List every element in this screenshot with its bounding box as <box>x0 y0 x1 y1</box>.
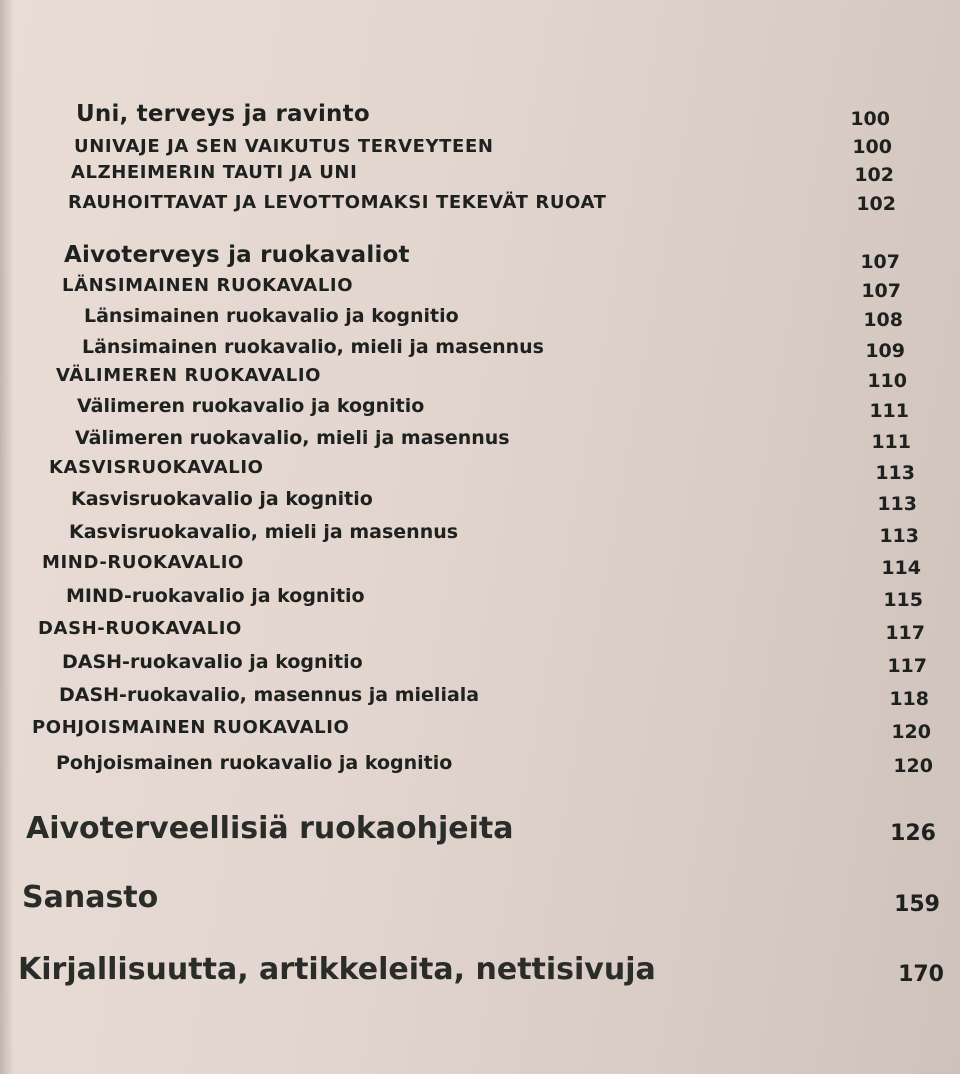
toc-page-number: 100 <box>850 108 890 130</box>
toc-subsection-title: POHJOISMAINEN RUOKAVALIO <box>32 717 350 738</box>
toc-section-title: Aivoterveys ja ruokavaliot <box>64 242 410 268</box>
toc-page-number: 117 <box>887 655 927 677</box>
toc-page-number: 117 <box>885 622 925 644</box>
toc-subsection-title: UNIVAJE JA SEN VAIKUTUS TERVEYTEEN <box>74 136 494 157</box>
toc-page-number: 108 <box>863 309 903 331</box>
toc-chapter-title: Kirjallisuutta, artikkeleita, nettisivuja <box>18 952 656 987</box>
page-gutter-shadow <box>0 0 14 1074</box>
toc-page-number: 100 <box>852 136 892 158</box>
toc-topic-title: Kasvisruokavalio, mieli ja masennus <box>69 521 459 543</box>
toc-chapter-title: Aivoterveellisiä ruokaohjeita <box>26 811 514 846</box>
toc-page-number: 111 <box>871 431 911 453</box>
toc-subsection-title: RAUHOITTAVAT JA LEVOTTOMAKSI TEKEVÄT RUOAT <box>68 192 607 213</box>
toc-page-number: 120 <box>893 755 933 777</box>
toc-page-number: 107 <box>861 280 901 302</box>
toc-page-number: 115 <box>883 589 923 611</box>
toc-subsection-title: ALZHEIMERIN TAUTI JA UNI <box>71 162 358 183</box>
toc-subsection-title: DASH-RUOKAVALIO <box>38 618 242 639</box>
toc-page-number: 126 <box>890 821 936 846</box>
toc-page-number: 118 <box>889 688 929 710</box>
toc-page-number: 109 <box>865 340 905 362</box>
toc-page-number: 110 <box>867 370 907 392</box>
toc-page-number: 102 <box>856 193 896 215</box>
toc-topic-title: DASH-ruokavalio ja kognitio <box>62 651 363 673</box>
toc-page-number: 120 <box>891 721 931 743</box>
toc-topic-title: Pohjoismainen ruokavalio ja kognitio <box>56 752 453 774</box>
toc-page-number: 113 <box>875 462 915 484</box>
toc-page-number: 113 <box>879 525 919 547</box>
toc-page-number: 159 <box>894 892 940 917</box>
toc-topic-title: Kasvisruokavalio ja kognitio <box>71 488 373 510</box>
toc-page-number: 107 <box>860 251 900 273</box>
toc-page-number: 170 <box>898 962 944 987</box>
toc-topic-title: Välimeren ruokavalio ja kognitio <box>77 395 425 417</box>
toc-page-number: 114 <box>881 557 921 579</box>
toc-subsection-title: LÄNSIMAINEN RUOKAVALIO <box>62 275 354 296</box>
toc-page-number: 113 <box>877 493 917 515</box>
toc-page-number: 111 <box>869 400 909 422</box>
toc-topic-title: Länsimainen ruokavalio ja kognitio <box>84 305 459 327</box>
toc-topic-title: DASH-ruokavalio, masennus ja mieliala <box>59 684 480 706</box>
toc-section-title: Uni, terveys ja ravinto <box>76 101 370 127</box>
toc-topic-title: Välimeren ruokavalio, mieli ja masennus <box>75 427 510 449</box>
toc-subsection-title: MIND-RUOKAVALIO <box>42 552 244 573</box>
toc-subsection-title: VÄLIMEREN RUOKAVALIO <box>56 365 322 386</box>
toc-chapter-title: Sanasto <box>22 880 159 915</box>
toc-topic-title: Länsimainen ruokavalio, mieli ja masennus <box>82 336 544 358</box>
toc-topic-title: MIND-ruokavalio ja kognitio <box>66 585 365 607</box>
toc-subsection-title: KASVISRUOKAVALIO <box>49 457 264 478</box>
toc-page-number: 102 <box>854 164 894 186</box>
